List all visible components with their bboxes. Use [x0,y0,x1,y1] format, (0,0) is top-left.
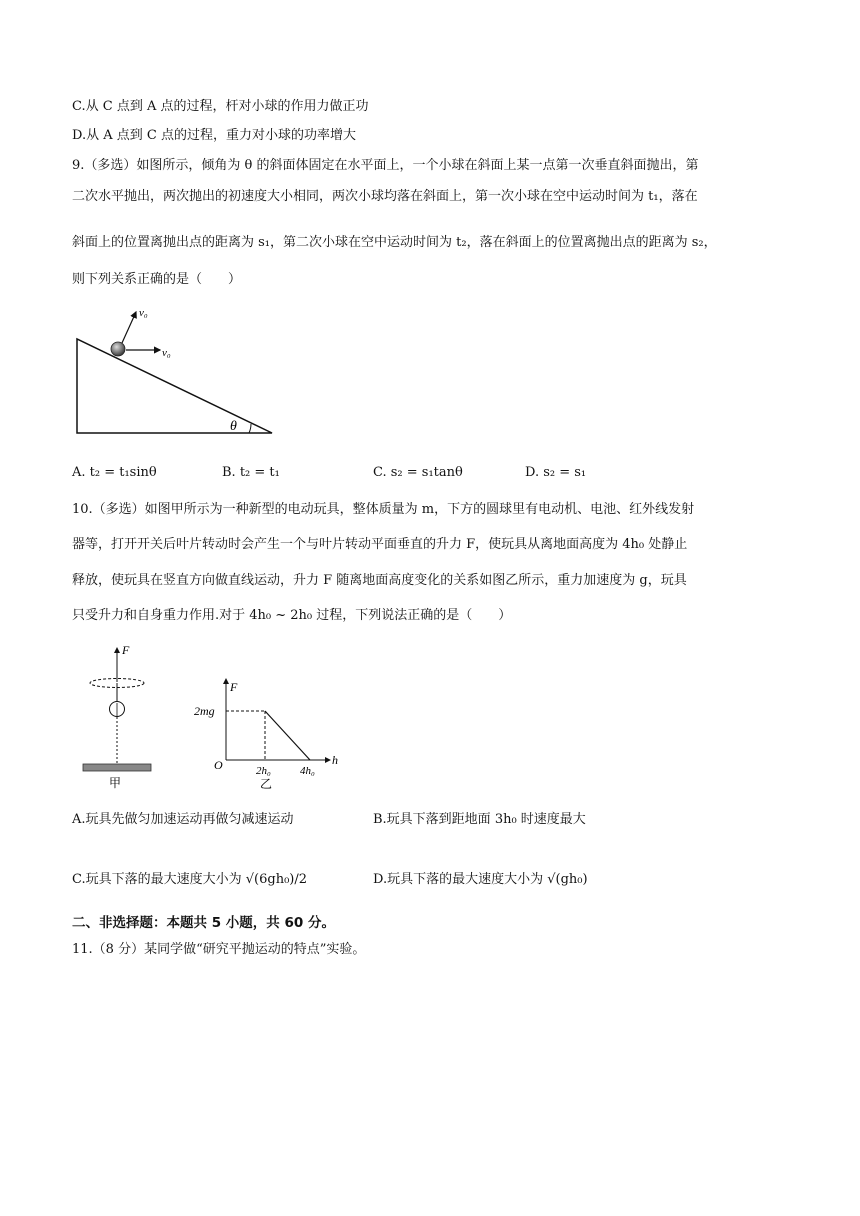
q10-option-c: C.玩具下落的最大速度大小为 √(6gh₀)/2 [72,872,308,887]
q10-option-b: B.玩具下落到距地面 3h₀ 时速度最大 [373,812,586,827]
q10-stem-line-2: 器等，打开开关后叶片转动时会产生一个与叶片转动平面垂直的升力 F，使玩具从离地面高度为 4h₀ 处静止 [72,537,688,552]
q10-option-d: D.玩具下落的最大速度大小为 √(gh₀) [373,872,588,887]
x-tick-2h0: 2h₀ [256,765,271,777]
caption-yi: 乙 [260,777,273,790]
ball [111,342,125,356]
q11-stem: 11.（8 分）某同学做“研究平抛运动的特点”实验。 [72,942,366,957]
q9-stem-line-3: 斜面上的位置离抛出点的距离为 s₁，第二次小球在空中运动时间为 t₂，落在斜面上的位置离抛出点的距离为 s₂， [72,235,717,250]
angle-arc [249,424,251,433]
q9-option-a: A. t₂ = t₁sinθ [72,465,157,480]
v0-label-perp: v₀ [139,307,148,319]
q9-stem-line-2: 二次水平抛出，两次抛出的初速度大小相同，两次小球均落在斜面上，第一次小球在空中运动时间为 t₁，落在 [72,189,698,204]
q9-option-c: C. s₂ = s₁tanθ [373,465,463,480]
ground-plate [83,764,151,771]
q9-option-d: D. s₂ = s₁ [525,465,587,480]
q10-option-a: A.玩具先做匀加速运动再做匀减速运动 [72,812,294,827]
incline-block [77,339,272,433]
section-heading: 二、非选择题：本题共 5 小题，共 60 分。 [72,915,335,931]
q9-incline-figure [70,300,285,440]
force-label-jia: F [122,643,130,657]
q10-stem-line-1: 10.（多选）如图甲所示为一种新型的电动玩具，整体质量为 m，下方的圆球里有电动机、电池、红外线发射 [72,502,695,517]
q8-option-c: C.从 C 点到 A 点的过程，杆对小球的作用力做正功 [72,99,369,114]
velocity-perp-arrow [122,312,136,343]
origin-label: O [214,758,223,772]
y-tick-2mg: 2mg [194,704,215,718]
v0-label-horiz: v₀ [162,347,171,359]
x-tick-4h0: 4h₀ [300,765,315,777]
y-axis-label: F [230,680,238,694]
q9-stem-line-1: 9.（多选）如图所示，倾角为 θ 的斜面体固定在水平面上，一个小球在斜面上某一点第一次垂直斜面抛出，第 [72,158,699,173]
q9-stem-line-4: 则下列关系正确的是（ ） [72,272,242,287]
caption-jia: 甲 [109,776,122,790]
q9-option-b: B. t₂ = t₁ [222,465,280,480]
q8-option-d: D.从 A 点到 C 点的过程，重力对小球的功率增大 [72,128,356,143]
q10-graph-yi [190,675,345,790]
q10-stem-line-3: 释放，使玩具在竖直方向做直线运动，升力 F 随离地面高度变化的关系如图乙所示，重力加速度为 g，玩具 [72,573,687,588]
theta-label: θ [230,419,237,434]
q10-stem-line-4: 只受升力和自身重力作用.对于 4h₀ ~ 2h₀ 过程，下列说法正确的是（ ） [72,608,512,623]
x-axis-label: h [332,753,338,767]
force-ramp [265,711,310,760]
q10-figure-jia [78,640,158,795]
